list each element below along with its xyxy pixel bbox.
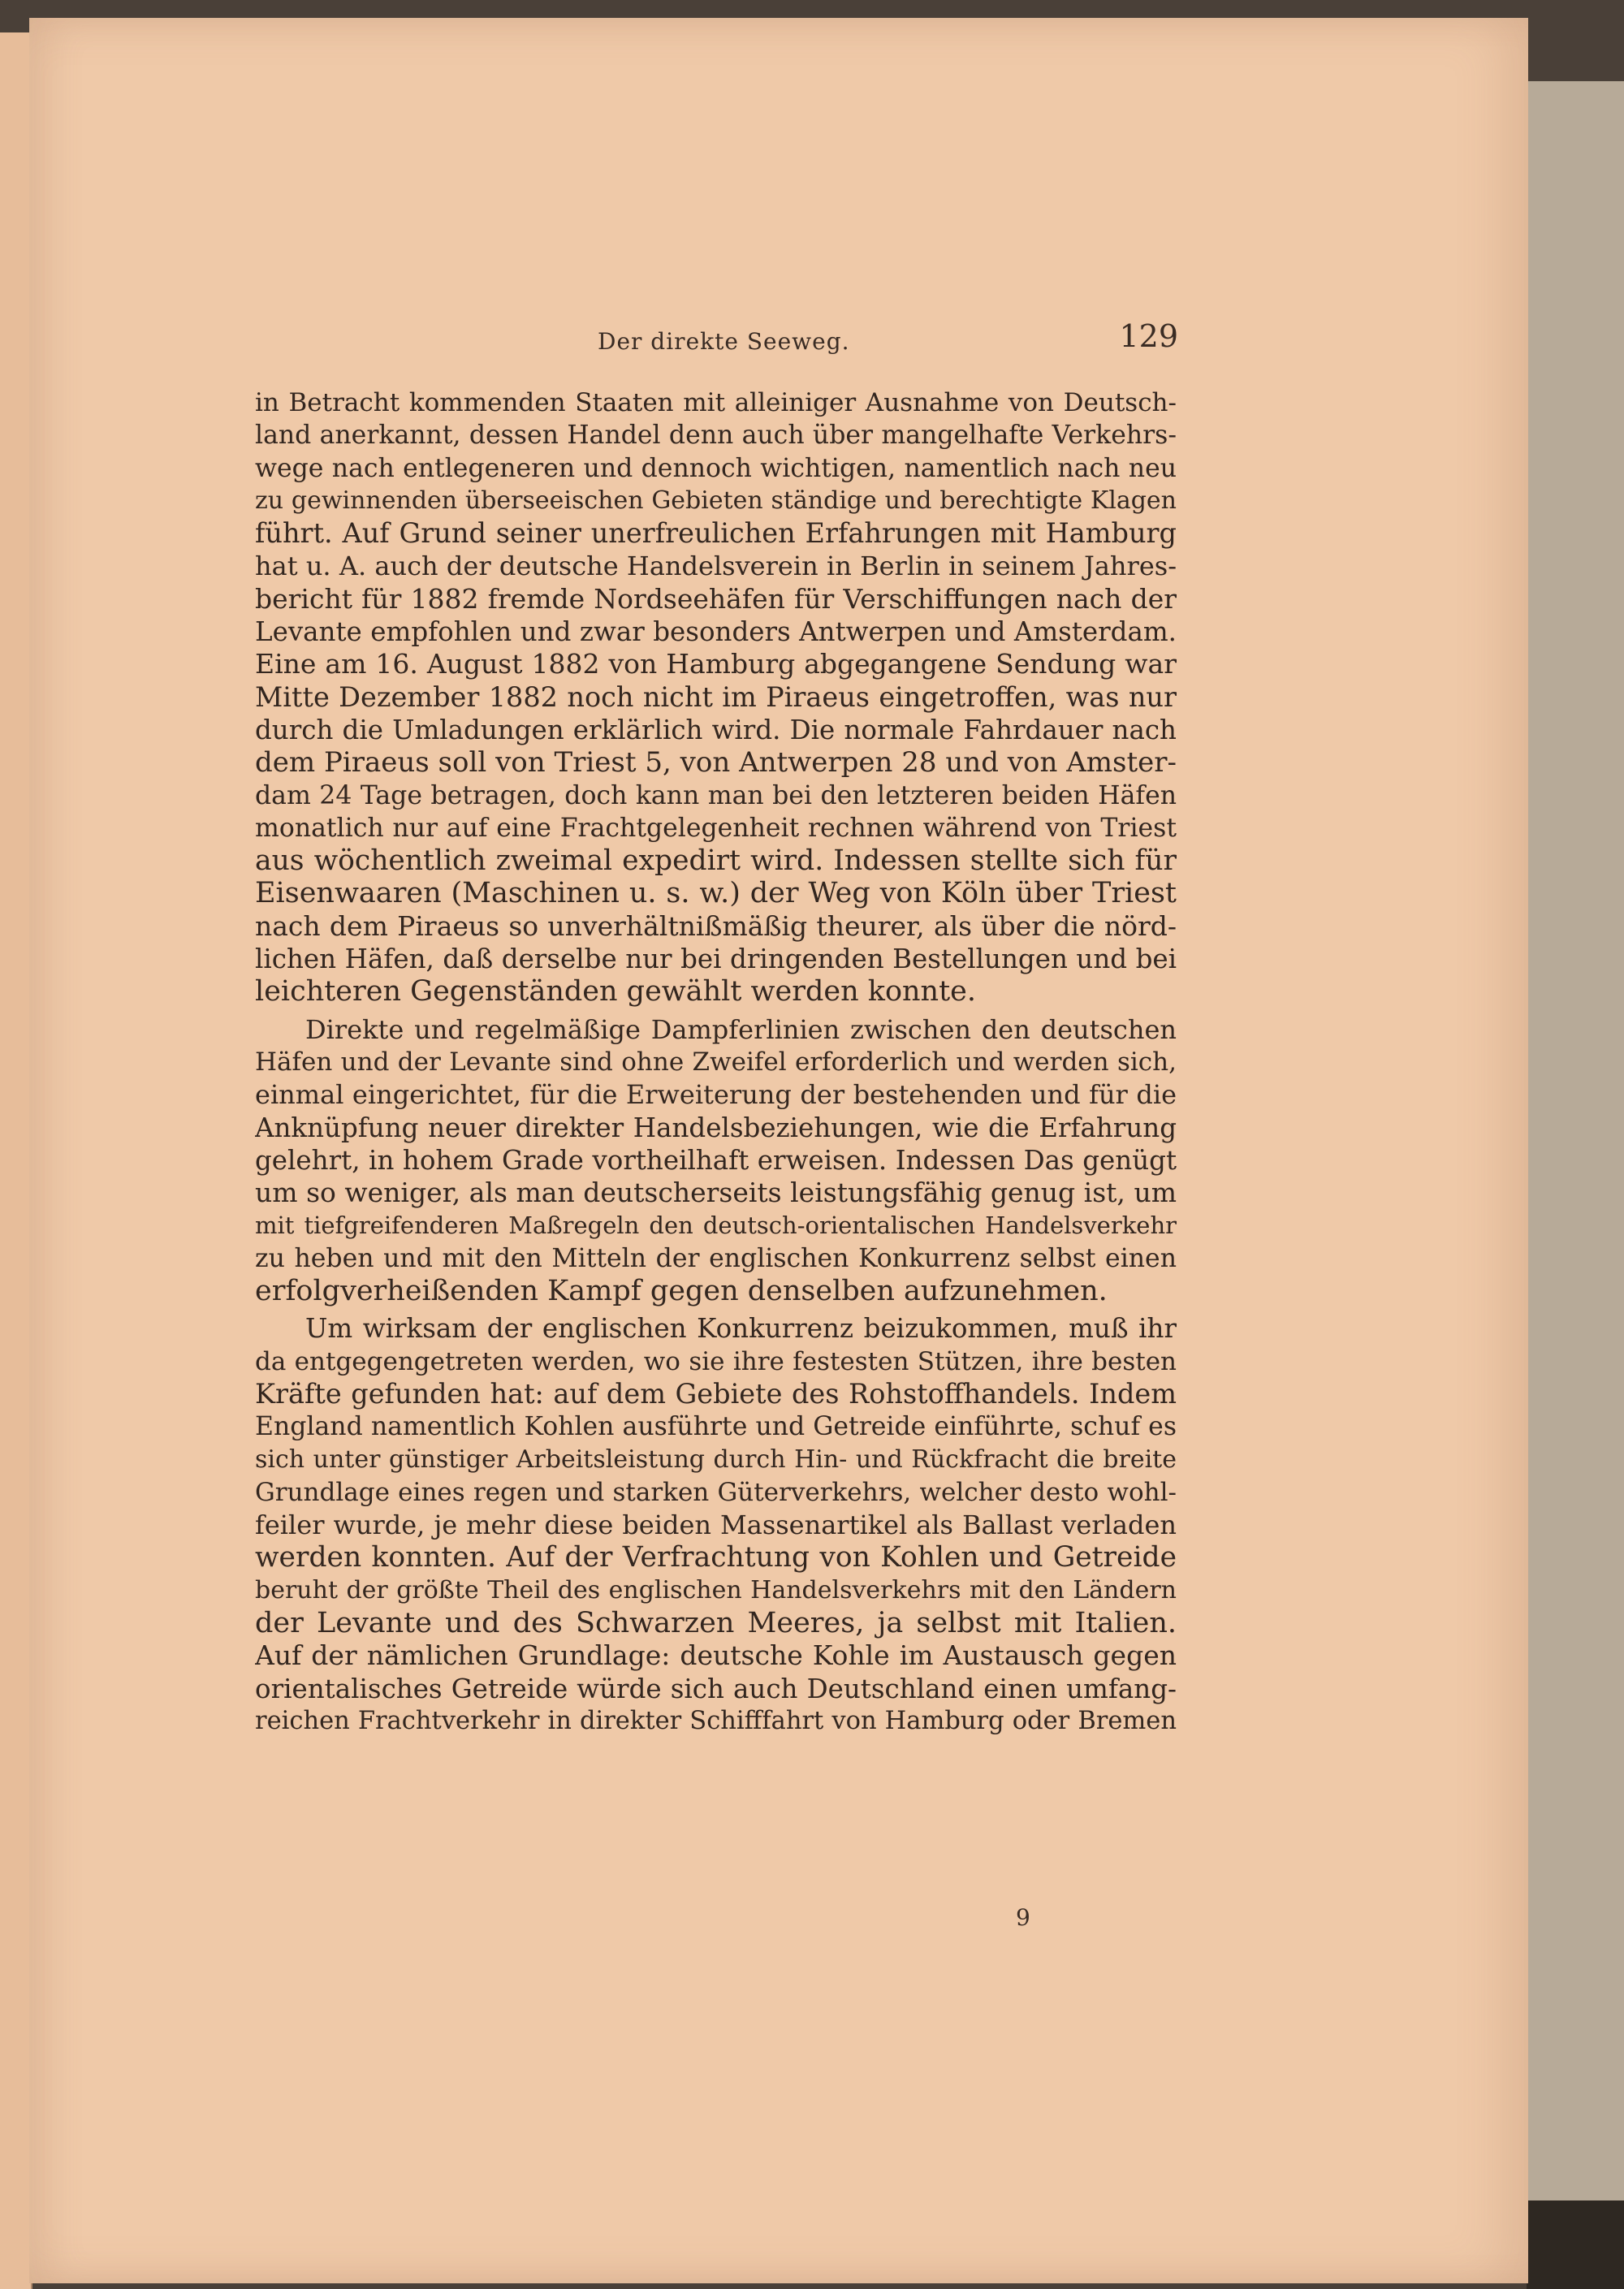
text-line: Auf der nämlichen Grundlage: deutsche Kohle im Austausch gegen xyxy=(255,1639,1177,1672)
paragraph-1 xyxy=(255,387,1177,1008)
previous-page-edge xyxy=(0,32,32,2289)
text-line: Anknüpfung neuer direkter Handelsbeziehungen, wie die Erfahrung xyxy=(255,1112,1177,1143)
board-shadow xyxy=(1527,2200,1624,2289)
text-line: Grundlage eines regen und starken Güterverkehrs, welcher desto wohl- xyxy=(255,1477,1177,1507)
text-line: England namentlich Kohlen ausführte und Getreide einführte, schuf es xyxy=(255,1412,1177,1442)
text-line: bericht für 1882 fremde Nordseehäfen für Verschiffungen nach der xyxy=(255,582,1177,615)
text-line: mit tiefgreifenderen Maßregeln den deutsch-orientalischen Handelsverkehr xyxy=(255,1211,1177,1240)
text-line: Levante empfohlen und zwar besonders Antwerpen und Amsterdam. xyxy=(255,616,1177,648)
body-text xyxy=(255,387,1177,1738)
text-line: dam 24 Tage betragen, doch kann man bei den letzteren beiden Häfen xyxy=(255,780,1177,810)
text-line: da entgegengetreten werden, wo sie ihre festesten Stützen, ihre besten xyxy=(255,1346,1177,1376)
text-line: Häfen und der Levante sind ohne Zweifel erforderlich und werden sich, xyxy=(255,1047,1177,1077)
text-line: feiler wurde, je mehr diese beiden Massenartikel als Ballast verladen xyxy=(255,1509,1177,1541)
text-line: monatlich nur auf eine Frachtgelegenheit rechnen während von Triest xyxy=(255,813,1177,843)
text-line: leichteren Gegenständen gewählt werden konnte. xyxy=(255,975,977,1008)
running-title: Der direkte Seeweg. xyxy=(598,328,850,355)
text-line: in Betracht kommenden Staaten mit alleiniger Ausnahme von Deutsch- xyxy=(255,388,1177,417)
text-line: sich unter günstiger Arbeitsleistung durch Hin- und Rückfracht die breite xyxy=(255,1445,1177,1474)
paragraph-3 xyxy=(255,1312,1177,1738)
text-line: durch die Umladungen erklärlich wird. Die normale Fahrdauer nach xyxy=(255,714,1177,745)
text-line: hat u. A. auch der deutsche Handelsverein in Berlin in seinem Jahres- xyxy=(255,551,1177,582)
page-header xyxy=(598,312,1178,361)
text-line: einmal eingerichtet, für die Erweiterung der bestehenden und für die xyxy=(255,1079,1177,1111)
text-line: Eisenwaaren (Maschinen u. s. w.) der Weg von Köln über Triest xyxy=(255,877,1177,910)
text-line: Um wirksam der englischen Konkurrenz beizukommen, muß ihr xyxy=(305,1313,1177,1345)
text-line: reichen Frachtverkehr in direkter Schifffahrt von Hamburg oder Bremen xyxy=(255,1706,1177,1735)
text-line: beruht der größte Theil des englischen Handelsverkehrs mit den Ländern xyxy=(255,1575,1177,1604)
text-line: zu gewinnenden überseeischen Gebieten ständige und berechtigte Klagen xyxy=(255,486,1177,515)
text-line: erfolgverheißenden Kampf gegen denselben aufzunehmen. xyxy=(255,1275,1108,1308)
page-number: 129 xyxy=(1119,318,1178,354)
text-line: aus wöchentlich zweimal expedirt wird. Indessen stellte sich für xyxy=(255,844,1177,878)
text-line: gelehrt, in hohem Grade vortheilhaft erweisen. Indessen Das genügt xyxy=(255,1144,1177,1176)
text-line: um so weniger, als man deutscherseits leistungsfähig genug ist, um xyxy=(255,1177,1177,1209)
text-line: Kräfte gefunden hat: auf dem Gebiete des Rohstoffhandels. Indem xyxy=(255,1377,1177,1410)
text-line: orientalisches Getreide würde sich auch Deutschland einen umfang- xyxy=(255,1673,1177,1704)
text-line: Eine am 16. August 1882 von Hamburg abgegangene Sendung war xyxy=(255,648,1177,680)
text-line: wege nach entlegeneren und dennoch wichtigen, namentlich nach neu xyxy=(255,453,1177,483)
text-line: nach dem Piraeus so unverhältnißmäßig theurer, als über die nörd- xyxy=(255,909,1177,942)
paragraph-2 xyxy=(255,1013,1177,1308)
text-line: zu heben und mit den Mitteln der englischen Konkurrenz selbst einen xyxy=(255,1243,1177,1273)
text-line: Mitte Dezember 1882 noch nicht im Piraeus eingetroffen, was nur xyxy=(255,680,1177,713)
text-line: führt. Auf Grund seiner unerfreulichen Erfahrungen mit Hamburg xyxy=(255,517,1177,550)
text-line: Direkte und regelmäßige Dampferlinien zwischen den deutschen xyxy=(305,1013,1177,1045)
text-line: lichen Häfen, daß derselbe nur bei dringenden Bestellungen und bei xyxy=(255,944,1177,975)
text-line: werden konnten. Auf der Verfrachtung von Kohlen und Getreide xyxy=(255,1541,1177,1574)
signature-mark: 9 xyxy=(1016,1904,1030,1931)
text-line: land anerkannt, dessen Handel denn auch über mangelhafte Verkehrs- xyxy=(255,421,1177,451)
text-line: der Levante und des Schwarzen Meeres, ja selbst mit Italien. xyxy=(255,1606,1177,1639)
text-line: dem Piraeus soll von Triest 5, von Antwerpen 28 und von Amster- xyxy=(255,746,1177,780)
book-page xyxy=(29,18,1528,2283)
